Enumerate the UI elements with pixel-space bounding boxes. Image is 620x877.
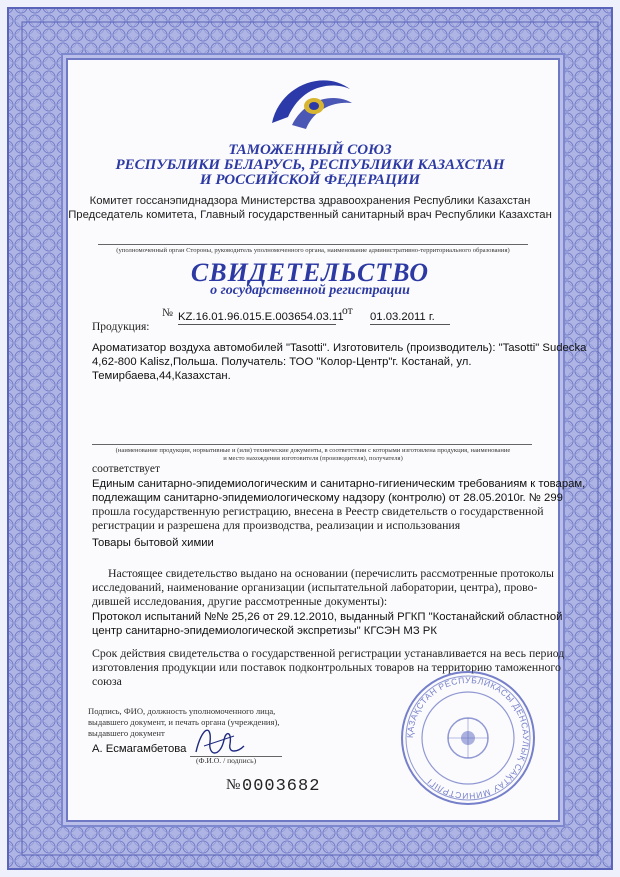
signature-name-caption: (Ф.И.О. / подпись) xyxy=(196,756,257,765)
signatory-name: А. Есмагамбетова xyxy=(92,743,187,755)
number-prefix: № xyxy=(162,307,173,319)
certificate-title: СВИДЕТЕЛЬСТВО xyxy=(190,258,430,287)
authority-line1: Комитет госсанэпиднадзора Министерства здравоохранения Республики Казахстан xyxy=(89,195,531,207)
union-title-line1: ТАМОЖЕННЫЙ СОЮЗ xyxy=(228,142,392,158)
basis-line2: исследований, наименование организации (испытательной лаборатории, центра), прово- xyxy=(92,580,538,594)
signature-caption-2: выдавшего документ, и печать органа (учреждения), xyxy=(88,717,280,727)
basis-line1: Настоящее свидетельство выдано на основании (перечислить рассмотренные протоколы xyxy=(108,566,554,580)
product-line3: Темирбаева,44,Казахстан. xyxy=(92,370,231,382)
customs-union-emblem-icon xyxy=(262,75,358,135)
compliance-line1: Единым санитарно-эпидемиологическим и санитарно-гигиеническим требованиям к товарам, xyxy=(92,478,586,490)
union-title-line3: И РОССИЙСКОЙ ФЕДЕРАЦИИ xyxy=(199,172,421,188)
svg-text:ҚАЗАҚСТАН РЕСПУБЛИКАСЫ ДЕНСАУЛ: ҚАЗАҚСТАН РЕСПУБЛИКАСЫ ДЕНСАУЛЫҚ САҚТАУ МИНИСТРЛІГІ xyxy=(404,674,532,802)
compliance-label: соответствует xyxy=(92,463,161,475)
authority-line2: Председатель комитета, Главный государственный санитарный врач Республики Казахстан xyxy=(68,209,552,221)
protocol-line2: центр санитарно-эпидемиологической экспретизы" КГСЭН МЗ РК xyxy=(92,625,437,637)
signature-caption-1: Подпись, ФИО, должность уполномоченного лица, xyxy=(88,706,276,716)
product-label: Продукция: xyxy=(92,321,150,333)
registration-line1: прошла государственную регистрацию, внесена в Реестр свидетельств о государственной xyxy=(92,504,544,518)
certificate-subtitle: о государственной регистрации xyxy=(210,283,410,298)
registration-line2: регистрации и разрешена для производства, реализации и использования xyxy=(92,518,461,532)
signature-caption-block xyxy=(88,706,279,739)
certificate-number: KZ.16.01.96.015.Е.003654.03.11 xyxy=(178,311,344,323)
product-line1: Ароматизатор воздуха автомобилей "Tasotti". Изготовитель (производитель): "Tasotti" Sudecka xyxy=(92,342,587,354)
serial-number: 0003682 xyxy=(242,777,321,796)
product-rule xyxy=(92,444,532,445)
validity-line2: изготовления продукции или поставок подконтрольных товаров на территорию таможенного xyxy=(92,660,561,674)
compliance-line2: подлежащим санитарно-эпидемиологическому надзору (контролю) от 28.05.2010г. № 299 xyxy=(92,492,563,504)
product-caption-2: и место нахождения изготовителя (производителя), получателя) xyxy=(223,455,403,462)
product-caption-1: (наименование продукции, нормативные и (или) технические документы, в соответствии с которыми изготовлена продукция, наименование xyxy=(115,447,511,454)
validity-line3: союза xyxy=(92,674,122,688)
authority-caption: (уполномоченный орган Стороны, руководитель уполномоченного органа, наименование административно-территориального образования) xyxy=(116,247,510,254)
protocol-line1: Протокол испытаний №№ 25,26 от 29.12.2010, выданный РГКП "Костанайский областной xyxy=(92,611,563,623)
authority-rule xyxy=(98,244,528,245)
union-title-line2: РЕСПУБЛИКИ БЕЛАРУСЬ, РЕСПУБЛИКИ КАЗАХСТАН xyxy=(115,157,505,173)
date-prefix: от xyxy=(342,305,353,317)
validity-line1: Срок действия свидетельства о государственной регистрации устанавливается на весь период xyxy=(92,646,565,660)
product-category: Товары бытовой химии xyxy=(92,537,214,549)
official-seal-icon xyxy=(398,668,538,808)
basis-line3: дившей исследования, другие рассмотренные документы): xyxy=(92,594,388,608)
certificate-date: 01.03.2011 г. xyxy=(370,310,450,325)
serial-prefix: № xyxy=(226,777,241,793)
product-line2: 4,62-800 Kalisz,Польша. Получатель: ТОО "Колор-Центр"г. Костанай, ул. xyxy=(92,356,472,368)
signature-caption-3: выдавшего документ xyxy=(88,728,165,738)
